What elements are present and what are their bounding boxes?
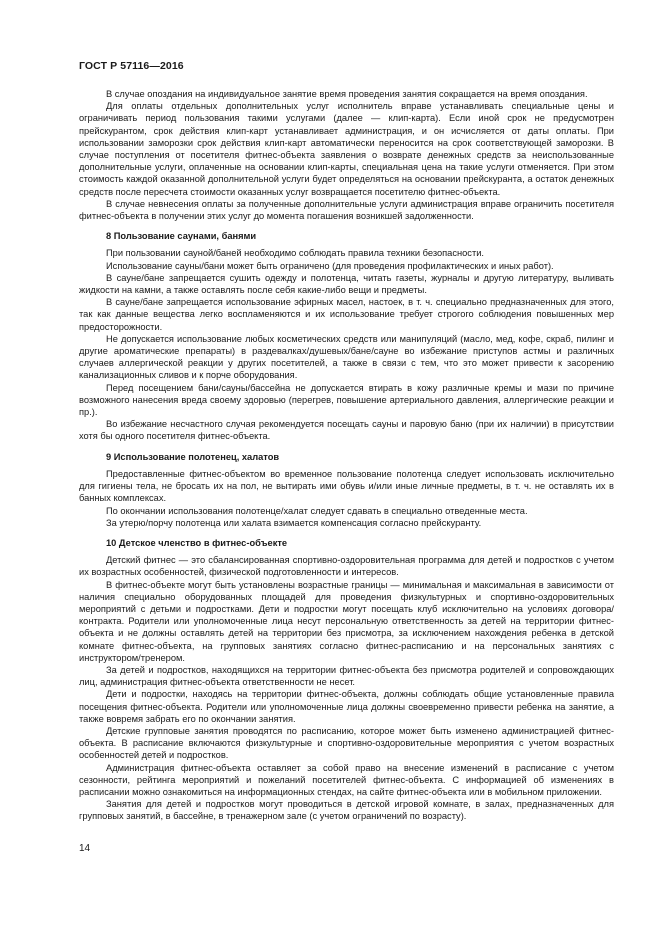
section-heading: 8 Пользование саунами, банями [106, 231, 257, 242]
paragraph: При пользовании сауной/баней необходимо соблюдать правила техники безопасности. [106, 248, 484, 259]
paragraph: Администрация фитнес-объекта оставляет за собой право на внесение изменений в расписание с учетом сезонности, рейтинга мероприятий и пожеланий посетителей фитнес-объекта. С информацией об изменениях в расписании можно ознакомиться на информационных стендах, на сайте фитнес-объекта или в мобильном приложении. [79, 762, 614, 797]
document-header: ГОСТ Р 57116—2016 [79, 60, 184, 72]
section-heading: 9 Использование полотенец, халатов [106, 451, 280, 462]
paragraph: В случае невнесения оплаты за полученные дополнительные услуги администрация вправе ограничить посетителя фитнес-объекта в получении этих услуг до момента погашения возникшей задолженности. [79, 198, 614, 222]
paragraph: Детские групповые занятия проводятся по расписанию, которое может быть изменено администрацией фитнес-объекта. В расписание включаются физкультурные и спортивно-оздоровительные мероприятия с учетом возрастных особенностей детей и подростков. [79, 725, 614, 761]
paragraph: Перед посещением бани/сауны/бассейна не допускается втирать в кожу различные кремы и мази по причине возможного нанесения вреда своему здоровью (перегрев, повышение артериального давления, аллергические реакции и пр.). [79, 382, 614, 418]
paragraph: Для оплаты отдельных дополнительных услуг исполнитель вправе устанавливать специальные цены и ограничивать период пользования такими услугами (далее — клип-карта). Если иной срок не предусмотрен прейскурантом, срок действия клип-карт устанавливает администрация, и он исчисляется от даты оплаты. При использовании заморозки срок действия клип-карт автоматически переносится на срок соответствующей заморозки. В случае поступления от посетителя фитнес-объекта заявления о возврате денежных средств за неиспользованные дополнительные услуги, оплаченные на основании клип-карты, специальная цена на такие услуги отменяется. При этом стоимость каждой оказанной дополнительной услуги будет определяться на основании прейскуранта, а остаток денежных средств после пересчета стоимости оказанных услуг возвращается посетителю фитнес-объекта. [79, 101, 614, 197]
paragraph: Не допускается использование любых косметических средств или манипуляций (масло, мед, кофе, скраб, пилинг и другие ароматические препараты) в раздевалках/душевых/бане/сауне во избежание приступов астмы и различных случаев аллергической реакции у других посетителей, а также в связи с тем, что это может привести к засорению канализационных сливов и к порче оборудования. [79, 333, 614, 381]
paragraph: По окончании использования полотенце/халат следует сдавать в специально отведенные места. [106, 505, 528, 516]
paragraph: Предоставленные фитнес-объектом во временное пользование полотенца следует использовать исключительно для гигиены тела, не бросать их на пол, не вытирать ими обувь и/или иные личные предметы, в т. ч. не оставлять их в банных комплексах. [79, 468, 614, 504]
paragraph: В сауне/бане запрещается использование эфирных масел, настоек, в т. ч. специально предназначенных для этого, так как данные вещества легко воспламеняются и их использование требует строгого соблюдения повышенных мер предосторожности. [79, 297, 614, 332]
page-number: 14 [79, 843, 91, 854]
paragraph: Использование сауны/бани может быть ограничено (для проведения профилактических и иных работ). [106, 260, 554, 271]
paragraph: Во избежание несчастного случая рекомендуется посещать сауны и паровую баню (при их наличии) в присутствии хотя бы одного посетителя фитнес-объекта. [79, 419, 614, 442]
paragraph: Дети и подростки, находясь на территории фитнес-объекта, должны соблюдать общие установленные правила посещения фитнес-объекта. Родители или уполномоченные лица должны своевременно привести ребенка на занятие, а также вовремя забрать его по окончании занятия. [79, 689, 614, 724]
page-body [79, 88, 614, 823]
paragraph: В сауне/бане запрещается сушить одежду и полотенца, читать газеты, журналы и другую литературу, выливать жидкости на камни, а также оставлять после себя какие-либо вещи и предметы. [79, 272, 614, 296]
paragraph: За детей и подростков, находящихся на территории фитнес-объекта без присмотра родителей и сопровождающих лиц, администрация фитнес-объекта ответственности не несет. [79, 664, 614, 688]
paragraph: В случае опоздания на индивидуальное занятие время проведения занятия сокращается на время опоздания. [106, 89, 588, 99]
paragraph: Детский фитнес — это сбалансированная спортивно-оздоровительная программа для детей и подростков с учетом их возрастных особенностей, физической подготовленности и интересов. [79, 555, 614, 578]
paragraph: В фитнес-объекте могут быть установлены возрастные границы — минимальная и максимальная в зависимости от наличия специально оборудованных площадей для проведения физкультурных и спортивно-оздоровительных мероприятий с детьми и подростками. Дети и подростки могут посещать клуб исключительно на условиях договора/контракта. Родители или уполномоченные лица несут персональную ответственность за детей на территории фитнес-объекта и не должны оставлять детей на территории без присмотра, за исключением нахождения ребенка в детской комнате фитнес-объекта, на групповых занятиях согласно фитнес-расписанию и на персональных занятиях с инструктором/тренером. [79, 579, 614, 663]
section-heading: 10 Детское членство в фитнес-объекте [106, 537, 288, 548]
paragraph: Занятия для детей и подростков могут проводиться в детской игровой комнате, в залах, предназначенных для групповых занятий, в бассейне, в тренажерном зале (с учетом ограничений по возрасту). [79, 799, 614, 822]
paragraph: За утерю/порчу полотенца или халата взимается компенсация согласно прейскуранту. [106, 517, 482, 528]
